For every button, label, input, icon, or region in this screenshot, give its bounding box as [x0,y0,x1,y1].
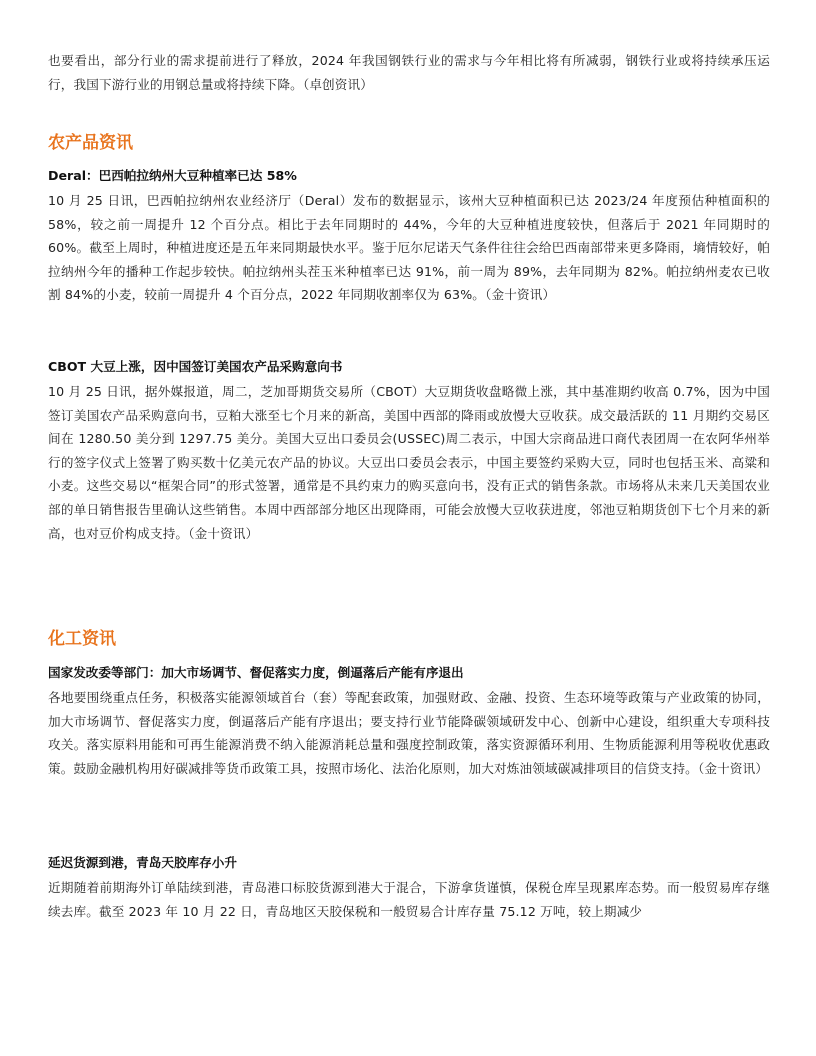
article-title: CBOT 大豆上涨，因中国签订美国农产品采购意向书 [48,359,343,374]
article-deral [48,166,770,307]
section-agriculture [48,131,770,155]
article-ndrc [48,663,770,780]
article-title: 国家发改委等部门：加大市场调节、督促落实力度，倒逼落后产能有序退出 [48,665,464,680]
article-body: 近期随着前期海外订单陆续到港，青岛港口标胶货源到港大于混合，下游拿货谨慎，保税仓库呈现累库态势。而一般贸易库存继续去库。截至 2023 年 10 月 22 日，青岛地区天胶保税和一般贸易合计库存量 75.12 万吨，较上期减少 [48,880,770,919]
article-body: 10 月 25 日讯，据外媒报道，周二，芝加哥期货交易所（CBOT）大豆期货收盘略微上涨，其中基准期约收高 0.7%，因为中国签订美国农产品采购意向书，豆粕大涨至七个月来的新高，美国中西部的降雨或放慢大豆收获。成交最活跃的 11 月期约交易区间在 1280.50 美分到 1297.75 美分。美国大豆出口委员会(USSEC)周二表示，中国大宗商品进口商代表团周一在农阿华州举行的签字仪式上签署了购买数十亿美元农产品的协议。大豆出口委员会表示，中国主要签约采购大豆，同时也包括玉米、高粱和小麦。这些交易以“框架合同”的形式签署，通常是不具约束力的购买意向书，没有正式的销售条款。市场将从未来几天美国农业部的单日销售报告里确认这些销售。本周中西部部分地区出现降雨，可能会放慢大豆收获进度，邻池豆粕期货创下七个月来的新高，也对豆价构成支持。（金十资讯） [48,384,770,541]
article-title: Deral：巴西帕拉纳州大豆种植率已达 58% [48,168,297,183]
section-chemical [48,627,770,651]
section-heading: 农产品资讯 [48,133,133,153]
intro-paragraph: 也要看出，部分行业的需求提前进行了释放，2024 年我国钢铁行业的需求与今年相比将有所减弱，钢铁行业或将持续承压运行，我国下游行业的用钢总量或将持续下降。（卓创资讯） [48,53,770,92]
article-cbot [48,357,770,545]
section-heading: 化工资讯 [48,629,116,649]
intro-block [48,49,770,96]
article-body: 各地要围绕重点任务，积极落实能源领域首台（套）等配套政策，加强财政、金融、投资、生态环境等政策与产业政策的协同，加大市场调节、督促落实力度，倒逼落后产能有序退出；要支持行业节能降碳领域研发中心、创新中心建设，组织重大专项科技攻关。落实原料用能和可再生能源消费不纳入能源消耗总量和强度控制政策，落实资源循环利用、生物质能源利用等税收优惠政策。鼓励金融机构用好碳减排等货币政策工具，按照市场化、法治化原则，加大对炼油领域碳减排项目的信贷支持。（金十资讯） [48,690,770,776]
article-qingdao-rubber [48,853,770,923]
article-title: 延迟货源到港，青岛天胶库存小升 [48,855,237,870]
article-body: 10 月 25 日讯，巴西帕拉纳州农业经济厅（Deral）发布的数据显示，该州大豆种植面积已达 2023/24 年度预估种植面积的 58%，较之前一周提升 12 个百分点。相比于去年同期时的 44%，今年的大豆种植进度较快，但落后于 2021 年同期时的 60%。截至上周时，种植进度还是五年来同期最快水平。鉴于厄尔尼诺天气条件往往会给巴西南部带来更多降雨，墒情较好，帕拉纳州今年的播种工作起步较快。帕拉纳州头茬玉米种植率已达 91%，前一周为 89%，去年同期为 82%。帕拉纳州麦农已收割 84%的小麦，较前一周提升 4 个百分点，2022 年同期收割率仅为 63%。（金十资讯） [48,193,770,303]
